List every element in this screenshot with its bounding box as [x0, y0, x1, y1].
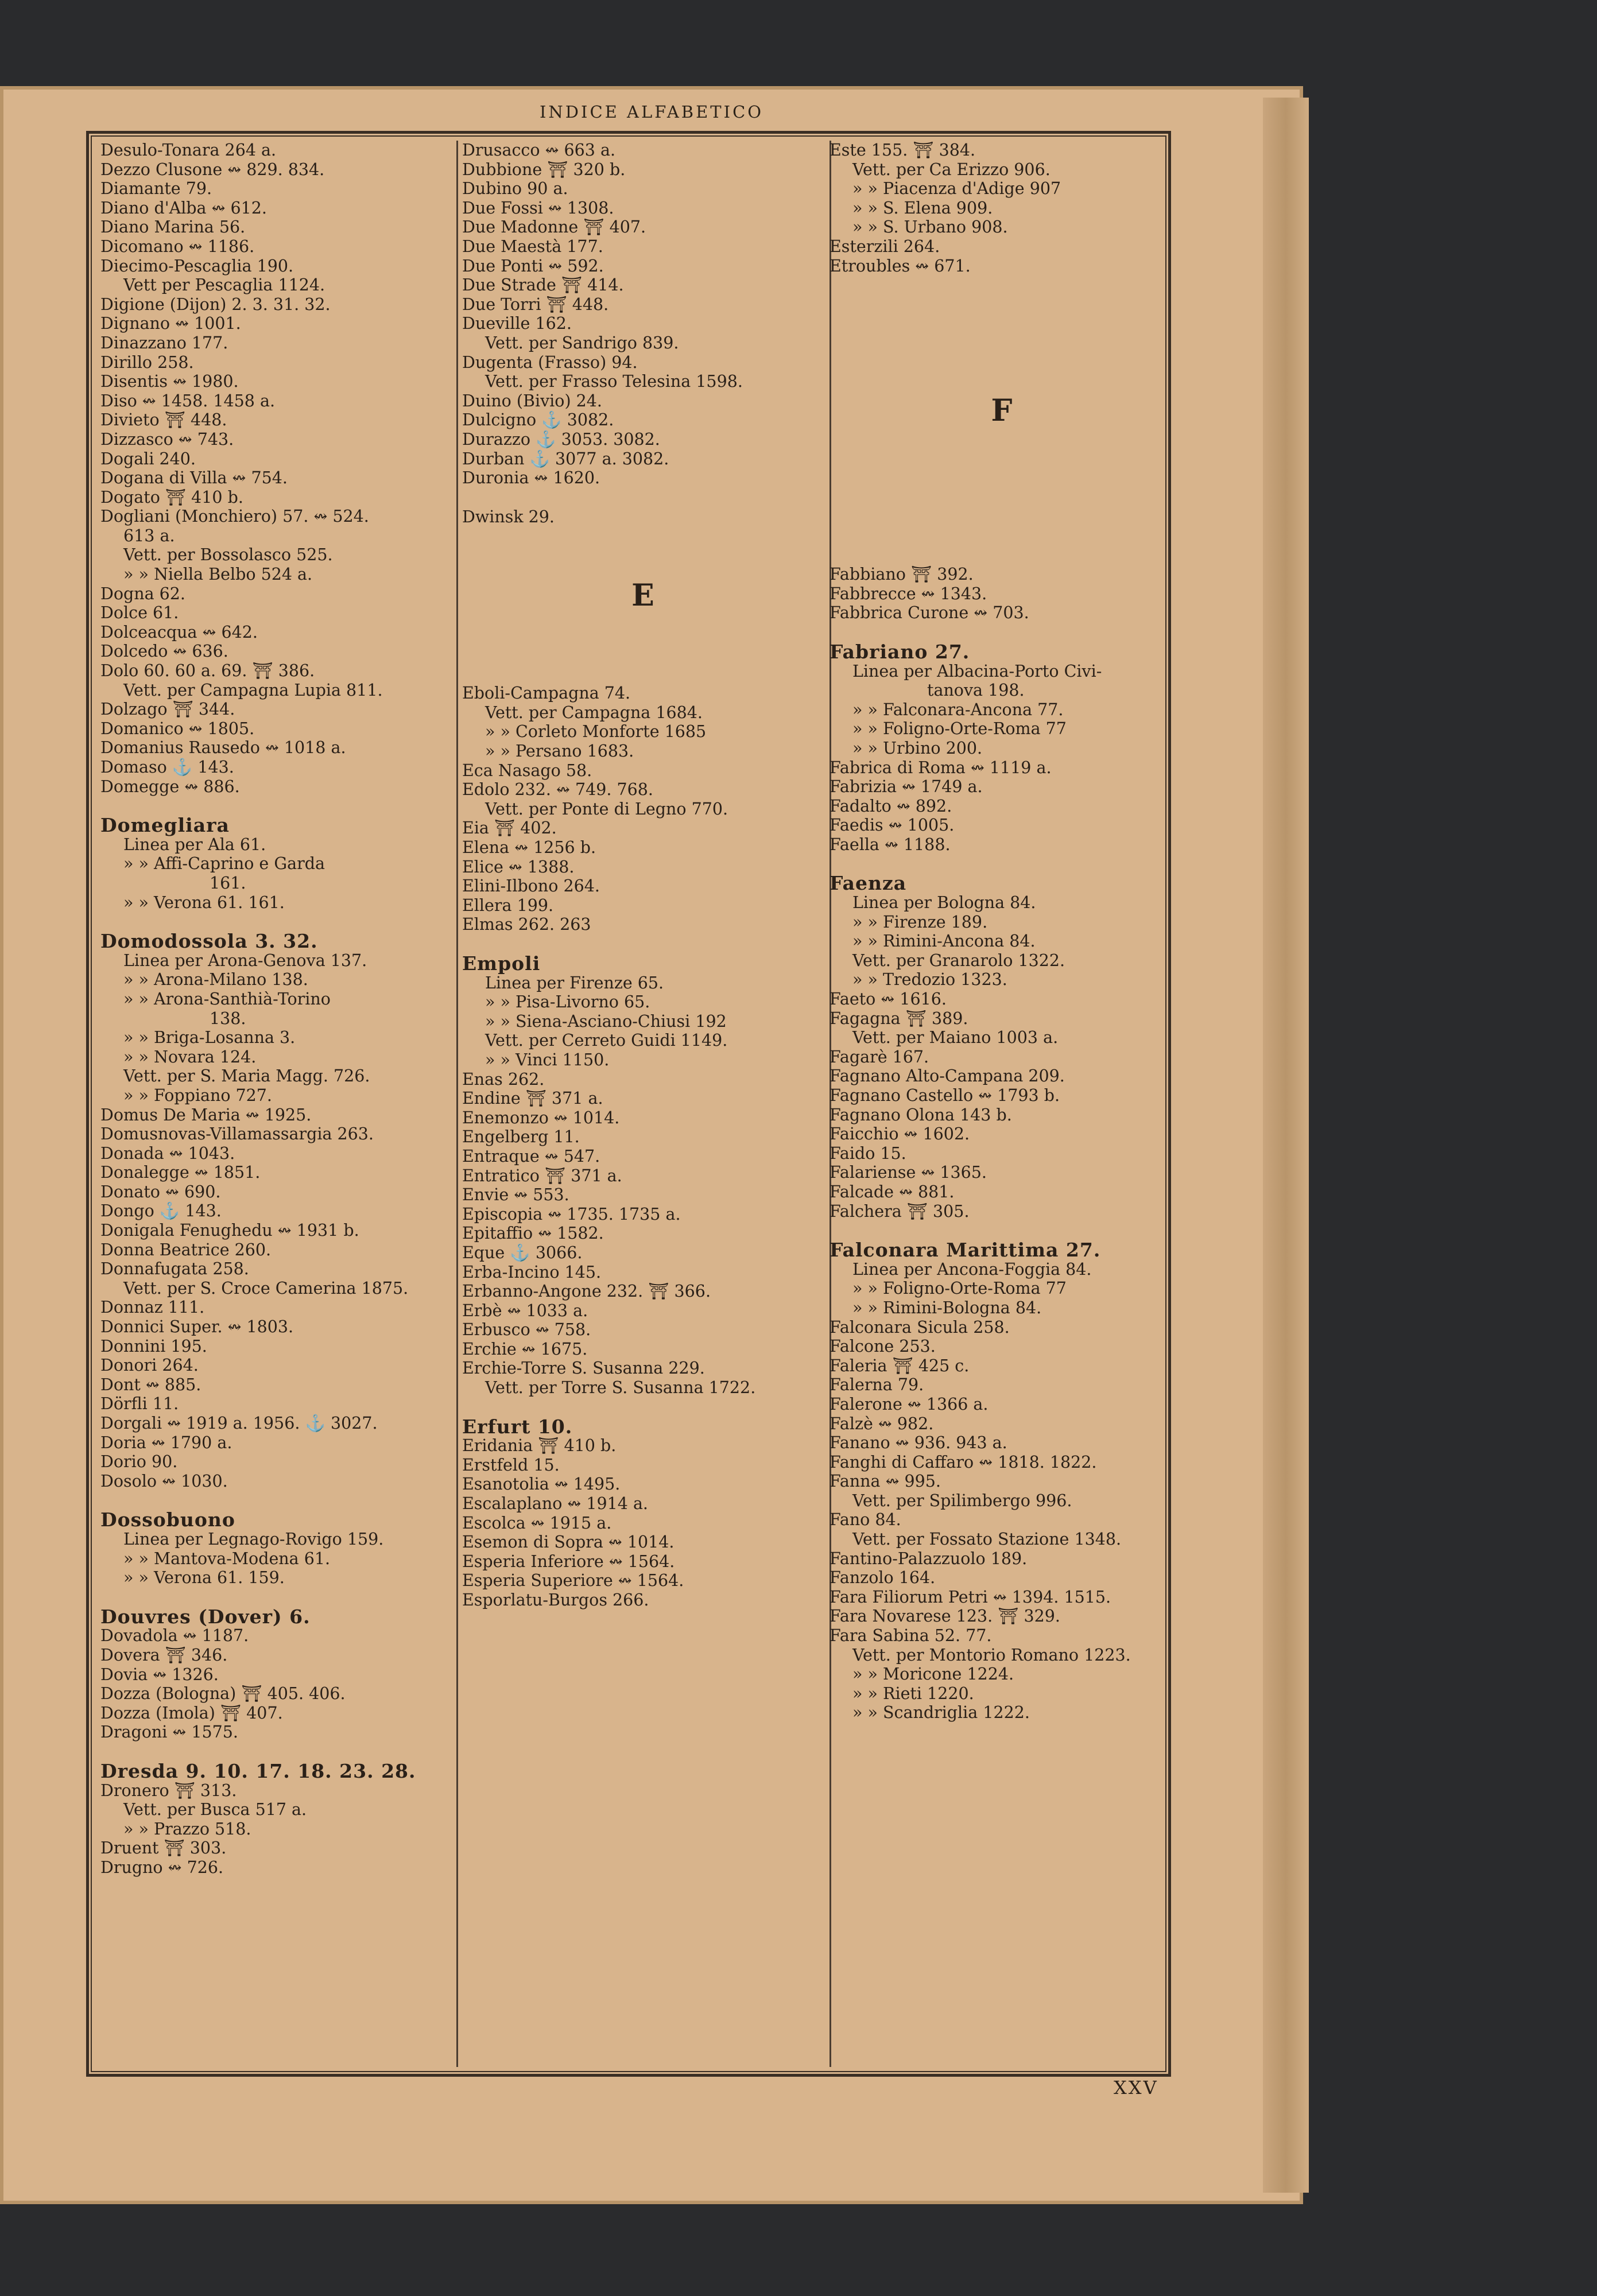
index-entry: Faleria ⛩ 425 c.	[829, 1356, 970, 1375]
index-entry: » » Vinci 1150.	[485, 1050, 610, 1069]
index-entry: Domanius Rausedo ↭ 1018 a.	[100, 738, 346, 758]
index-entry: Esemon di Sopra ↭ 1014.	[462, 1533, 675, 1552]
index-entry: » » Arona-Milano 138.	[123, 970, 308, 990]
index-entry: Enemonzo ↭ 1014.	[462, 1108, 620, 1127]
index-entry: Diamante 79.	[100, 179, 212, 199]
index-entry: Druent ⛩ 303.	[100, 1839, 227, 1858]
index-entry: Dogliani (Monchiero) 57. ↭ 524.	[100, 507, 369, 526]
spacer	[829, 1221, 1174, 1240]
index-entry: Etroubles ↭ 671.	[829, 256, 971, 276]
index-entry: Dueville 162.	[462, 314, 572, 333]
index-entry: Fabrizia ↭ 1749 a.	[829, 777, 983, 797]
index-entry: Vett. per Ponte di Legno 770.	[485, 799, 728, 819]
index-entry: Elmas 262. 263	[462, 915, 591, 934]
index-entry: Dronero ⛩ 313.	[100, 1781, 237, 1800]
index-entry: Dugenta (Frasso) 94.	[462, 352, 638, 372]
index-entry: Fabbrica Curone ↭ 703.	[829, 603, 1029, 623]
index-entry: Dizzasco ↭ 743.	[100, 429, 234, 449]
index-entry: Dicomano ↭ 1186.	[100, 236, 255, 256]
index-entry: Diso ↭ 1458. 1458 a.	[100, 391, 276, 410]
index-entry: Vett. per Torre S. Susanna 1722.	[485, 1378, 756, 1398]
index-entry: Vett. per Sandrigo 839.	[485, 333, 679, 352]
index-entry: Doria ↭ 1790 a.	[100, 1433, 232, 1452]
index-entry: Dwinsk 29.	[462, 507, 555, 526]
index-entry: Dosolo ↭ 1030.	[100, 1471, 228, 1491]
section-letter: F	[991, 393, 1013, 428]
index-entry: Dignano ↭ 1001.	[100, 314, 241, 333]
index-entry: Epitaffio ↭ 1582.	[462, 1224, 604, 1243]
index-entry: Esporlatu-Burgos 266.	[462, 1591, 649, 1609]
index-entry: Faido 15.	[829, 1143, 906, 1163]
index-entry: Dezzo Clusone ↭ 829. 834.	[100, 160, 325, 179]
index-heading: Falconara Marittima 27.	[829, 1239, 1101, 1262]
index-entry: Linea per Ancona-Foggia 84.	[852, 1259, 1092, 1279]
index-entry: 138.	[210, 1009, 246, 1028]
index-entry: » » Scandriglia 1222.	[852, 1703, 1030, 1723]
index-entry: Divieto ⛩ 448.	[100, 410, 227, 430]
index-entry: » » S. Elena 909.	[852, 198, 993, 218]
index-entry: » » Corleto Monforte 1685	[485, 722, 707, 742]
index-entry: Falariense ↭ 1365.	[829, 1163, 987, 1182]
index-entry: » » Falconara-Ancona 77.	[852, 700, 1064, 719]
index-entry: Falerone ↭ 1366 a.	[829, 1394, 989, 1414]
index-entry: Donnini 195.	[100, 1336, 207, 1356]
index-heading: Douvres (Dover) 6.	[100, 1605, 311, 1628]
index-entry: Dogali 240.	[100, 449, 196, 468]
index-entry: Dozza (Imola) ⛩ 407.	[100, 1703, 283, 1723]
index-entry: Due Torri ⛩ 448.	[462, 294, 609, 314]
index-column-1	[89, 141, 458, 2067]
index-entry: Dont ↭ 885.	[100, 1375, 201, 1394]
index-entry: » » Verona 61. 159.	[123, 1568, 285, 1588]
index-entry: Dozza (Bologna) ⛩ 405. 406.	[100, 1684, 346, 1704]
index-entry: Fadalto ↭ 892.	[829, 796, 952, 816]
index-entry: Dolceacqua ↭ 642.	[100, 622, 258, 642]
index-entry: Vett. per Busca 517 a.	[123, 1800, 307, 1820]
index-entry: Fara Sabina 52. 77.	[829, 1626, 992, 1646]
index-entry: Envie ↭ 553.	[462, 1185, 569, 1205]
index-entry: » » Siena-Asciano-Chiusi 192	[485, 1011, 727, 1031]
index-entry: Desulo-Tonara 264 a.	[100, 141, 277, 160]
index-entry: Fantino-Palazzuolo 189.	[829, 1549, 1028, 1568]
spacer	[829, 545, 1174, 565]
index-entry: » » Urbino 200.	[852, 738, 983, 758]
index-entry: » » Rieti 1220.	[852, 1684, 974, 1703]
spacer	[100, 796, 451, 816]
index-entry: Vett. per Fossato Stazione 1348.	[852, 1530, 1122, 1549]
index-entry: Donnafugata 258.	[100, 1259, 249, 1279]
index-entry: Fanna ↭ 995.	[829, 1472, 941, 1491]
index-entry: Fagnano Alto-Campana 209.	[829, 1066, 1065, 1086]
index-entry: » » Rimini-Ancona 84.	[852, 932, 1036, 951]
index-entry: Donalegge ↭ 1851.	[100, 1163, 261, 1182]
index-entry: Dorio 90.	[100, 1452, 178, 1472]
index-entry: Eque ⚓ 3066.	[462, 1243, 583, 1262]
index-heading: Dossobuono	[100, 1508, 235, 1531]
index-entry: Drugno ↭ 726.	[100, 1857, 224, 1877]
index-entry: » » Verona 61. 161.	[123, 893, 285, 912]
index-entry: Fabbiano ⛩ 392.	[829, 565, 974, 584]
index-entry: Falzè ↭ 982.	[829, 1414, 934, 1433]
index-entry: tanova 198.	[927, 681, 1025, 700]
index-entry: » » Mantova-Modena 61.	[123, 1549, 331, 1568]
index-entry: Escolca ↭ 1915 a.	[462, 1513, 612, 1533]
index-entry: Engelberg 11.	[462, 1127, 580, 1147]
spacer	[462, 488, 824, 507]
index-entry: Eca Nasago 58.	[462, 761, 592, 780]
index-entry: Vett. per Spilimbergo 996.	[852, 1491, 1072, 1510]
index-entry: Due Maestà 177.	[462, 236, 603, 256]
index-entry: Edolo 232. ↭ 749. 768.	[462, 780, 653, 800]
index-entry: Donigala Fenughedu ↭ 1931 b.	[100, 1221, 359, 1240]
index-entry: Diano Marina 56.	[100, 218, 246, 237]
index-entry: Dogana di Villa ↭ 754.	[100, 468, 288, 488]
index-entry: Dolzago ⛩ 344.	[100, 700, 235, 719]
index-entry: Digione (Dijon) 2. 3. 31. 32.	[100, 294, 331, 314]
index-entry: Dubino 90 a.	[462, 179, 568, 199]
index-entry: Vett. per Campagna 1684.	[485, 703, 703, 722]
index-entry: Duino (Bivio) 24.	[462, 391, 602, 410]
index-entry: Vett. per Frasso Telesina 1598.	[485, 372, 743, 391]
index-entry: Falerna 79.	[829, 1375, 924, 1395]
index-entry: Erbè ↭ 1033 a.	[462, 1301, 588, 1320]
index-entry: Enas 262.	[462, 1069, 545, 1089]
spacer	[462, 934, 824, 954]
index-entry: Endine ⛩ 371 a.	[462, 1089, 603, 1108]
index-entry: » » Prazzo 518.	[123, 1819, 251, 1839]
index-entry: Fagnano Castello ↭ 1793 b.	[829, 1086, 1060, 1105]
index-heading: Domodossola 3. 32.	[100, 930, 318, 953]
index-entry: Vett. per Maiano 1003 a.	[852, 1028, 1059, 1048]
index-entry: Eridania ⛩ 410 b.	[462, 1436, 617, 1456]
index-entry: Fanano ↭ 936. 943 a.	[829, 1433, 1007, 1453]
index-entry: Fanghi di Caffaro ↭ 1818. 1822.	[829, 1452, 1097, 1472]
spacer	[829, 854, 1174, 874]
index-entry: Diano d'Alba ↭ 612.	[100, 198, 267, 218]
index-heading: Faenza	[829, 872, 907, 895]
index-entry: Disentis ↭ 1980.	[100, 372, 239, 391]
index-entry: Vett per Pescaglia 1124.	[123, 276, 325, 295]
index-entry: Vett. per Montorio Romano 1223.	[852, 1645, 1131, 1665]
page-edge	[1263, 98, 1309, 2193]
index-entry: Esterzili 264.	[829, 236, 940, 256]
index-entry: Falcade ↭ 881.	[829, 1182, 955, 1201]
index-entry: Dovera ⛩ 346.	[100, 1645, 228, 1665]
index-entry: Dolce 61.	[100, 603, 179, 623]
index-entry: Dulcigno ⚓ 3082.	[462, 410, 614, 430]
index-entry: Linea per Bologna 84.	[852, 893, 1036, 913]
index-entry: Episcopia ↭ 1735. 1735 a.	[462, 1204, 681, 1224]
index-entry: » » Niella Belbo 524 a.	[123, 565, 313, 584]
index-entry: Erstfeld 15.	[462, 1455, 560, 1475]
index-entry: » » Moricone 1224.	[852, 1665, 1014, 1684]
index-entry: Erba-Incino 145.	[462, 1262, 602, 1282]
index-entry: Elena ↭ 1256 b.	[462, 838, 596, 858]
index-entry: Ellera 199.	[462, 895, 554, 915]
index-entry: Due Fossi ↭ 1308.	[462, 198, 614, 218]
index-entry: Falconara Sicula 258.	[829, 1317, 1010, 1337]
index-entry: Eboli-Campagna 74.	[462, 684, 631, 703]
index-heading: Erfurt 10.	[462, 1415, 573, 1438]
index-entry: » » Persano 1683.	[485, 742, 634, 761]
page-number: XXV	[1114, 2077, 1158, 2099]
index-entry: Donori 264.	[100, 1356, 199, 1375]
index-entry: Diecimo-Pescaglia 190.	[100, 256, 294, 276]
index-entry: Dovadola ↭ 1187.	[100, 1626, 249, 1646]
index-entry: 613 a.	[123, 526, 175, 545]
index-entry: Falcone 253.	[829, 1337, 936, 1356]
index-entry: Duronia ↭ 1620.	[462, 468, 600, 488]
index-entry: Este 155. ⛩ 384.	[829, 141, 976, 160]
index-column-2	[451, 141, 831, 2067]
index-entry: » » Briga-Losanna 3.	[123, 1028, 296, 1048]
spacer	[462, 1398, 824, 1417]
index-entry: 161.	[210, 873, 246, 893]
index-entry: Vett. per Ca Erizzo 906.	[852, 160, 1051, 179]
index-entry: Elini-Ilbono 264.	[462, 876, 600, 896]
index-entry: Vett. per Cerreto Guidi 1149.	[485, 1031, 728, 1050]
index-entry: » » Piacenza d'Adige 907	[852, 179, 1061, 199]
index-entry: Domusnovas-Villamassargia 263.	[100, 1124, 374, 1144]
index-entry: Faella ↭ 1188.	[829, 835, 951, 854]
index-entry: Entratico ⛩ 371 a.	[462, 1166, 622, 1185]
spacer	[100, 1742, 451, 1762]
index-entry: » » S. Urbano 908.	[852, 218, 1008, 237]
index-entry: » » Firenze 189.	[852, 912, 988, 932]
index-entry: Domanico ↭ 1805.	[100, 719, 255, 738]
index-entry: Entraque ↭ 547.	[462, 1146, 600, 1166]
index-entry: Esperia Inferiore ↭ 1564.	[462, 1552, 675, 1571]
index-entry: Vett. per Granarolo 1322.	[852, 951, 1065, 970]
index-entry: » » Rimini-Bologna 84.	[852, 1298, 1042, 1317]
index-entry: Dogato ⛩ 410 b.	[100, 487, 243, 507]
index-entry: Linea per Legnago-Rovigo 159.	[123, 1529, 384, 1549]
index-entry: Erchie-Torre S. Susanna 229.	[462, 1359, 705, 1378]
index-entry: Domegge ↭ 886.	[100, 777, 240, 796]
index-entry: Vett. per S. Croce Camerina 1875.	[123, 1278, 409, 1298]
index-entry: Eia ⛩ 402.	[462, 819, 557, 838]
index-entry: Domus De Maria ↭ 1925.	[100, 1105, 312, 1124]
index-entry: Donna Beatrice 260.	[100, 1240, 272, 1259]
index-entry: Linea per Arona-Genova 137.	[123, 951, 367, 970]
index-entry: Esanotolia ↭ 1495.	[462, 1475, 621, 1494]
index-entry: Dogna 62.	[100, 584, 185, 603]
index-entry: Donato ↭ 690.	[100, 1182, 221, 1201]
index-heading: Fabriano 27.	[829, 640, 970, 663]
index-entry: » » Arona-Santhià-Torino	[123, 989, 331, 1009]
index-column-3	[818, 141, 1180, 2067]
index-entry: Vett. per Bossolasco 525.	[123, 545, 333, 565]
index-entry: » » Affi-Caprino e Garda	[123, 854, 325, 874]
index-entry: Fara Filiorum Petri ↭ 1394. 1515.	[829, 1587, 1111, 1607]
index-heading: Domegliara	[100, 814, 230, 837]
spacer	[829, 623, 1174, 642]
spacer	[100, 1491, 451, 1510]
index-entry: Faeto ↭ 1616.	[829, 990, 947, 1009]
index-entry: Linea per Albacina-Porto Civi-	[852, 661, 1102, 681]
index-entry: Dovia ↭ 1326.	[100, 1665, 219, 1684]
index-entry: Dolcedo ↭ 636.	[100, 642, 228, 661]
index-heading: Empoli	[462, 952, 541, 975]
index-entry: Donada ↭ 1043.	[100, 1143, 235, 1163]
index-entry: Dragoni ↭ 1575.	[100, 1723, 238, 1742]
index-entry: Donnici Super. ↭ 1803.	[100, 1317, 294, 1337]
index-entry: Fabbrecce ↭ 1343.	[829, 584, 987, 603]
index-entry: Fabrica di Roma ↭ 1119 a.	[829, 758, 1052, 777]
index-entry: Dolo 60. 60 a. 69. ⛩ 386.	[100, 661, 315, 681]
index-entry: Escalaplano ↭ 1914 a.	[462, 1494, 648, 1514]
index-entry: Elice ↭ 1388.	[462, 857, 575, 876]
page-header: INDICE ALFABETICO	[539, 102, 764, 122]
index-entry: Faicchio ↭ 1602.	[829, 1124, 970, 1144]
index-entry: Dörfli 11.	[100, 1394, 179, 1414]
index-entry: Due Ponti ↭ 592.	[462, 256, 604, 276]
index-entry: Due Strade ⛩ 414.	[462, 276, 624, 295]
spacer	[100, 912, 451, 932]
index-entry: Erchie ↭ 1675.	[462, 1339, 588, 1359]
index-entry: Erbanno-Angone 232. ⛩ 366.	[462, 1282, 711, 1301]
index-entry: Fagagna ⛩ 389.	[829, 1009, 968, 1028]
index-entry: » » Foligno-Orte-Roma 77	[852, 1279, 1067, 1298]
index-entry: Linea per Firenze 65.	[485, 973, 664, 992]
index-entry: » » Novara 124.	[123, 1047, 257, 1066]
index-entry: Erbusco ↭ 758.	[462, 1320, 591, 1340]
index-frame	[86, 131, 1171, 2077]
index-entry: Dinazzano 177.	[100, 333, 228, 352]
index-entry: Vett. per S. Maria Magg. 726.	[123, 1066, 370, 1086]
index-entry: Fagnano Olona 143 b.	[829, 1105, 1012, 1124]
index-heading: Dresda 9. 10. 17. 18. 23. 28.	[100, 1759, 416, 1782]
index-entry: Linea per Ala 61.	[123, 835, 266, 854]
index-entry: Fano 84.	[829, 1510, 901, 1530]
index-entry: » » Foppiano 727.	[123, 1085, 272, 1105]
index-entry: Faedis ↭ 1005.	[829, 816, 955, 835]
spacer	[100, 1588, 451, 1607]
index-entry: Esperia Superiore ↭ 1564.	[462, 1571, 684, 1591]
index-entry: » » Tredozio 1323.	[852, 970, 1007, 990]
index-entry: Fanzolo 164.	[829, 1568, 936, 1588]
index-entry: Due Madonne ⛩ 407.	[462, 218, 646, 237]
index-entry: Fara Novarese 123. ⛩ 329.	[829, 1607, 1060, 1626]
index-entry: Dirillo 258.	[100, 352, 194, 372]
index-entry: Durban ⚓ 3077 a. 3082.	[462, 449, 669, 468]
index-entry: Dorgali ↭ 1919 a. 1956. ⚓ 3027.	[100, 1414, 378, 1433]
index-entry: » » Pisa-Livorno 65.	[485, 992, 650, 1012]
index-entry: Fagarè 167.	[829, 1047, 929, 1066]
spacer	[462, 664, 824, 684]
index-entry: Falchera ⛩ 305.	[829, 1201, 970, 1221]
index-entry: Durazzo ⚓ 3053. 3082.	[462, 429, 660, 449]
section-letter: E	[631, 577, 654, 613]
index-entry: Donnaz 111.	[100, 1298, 205, 1317]
index-entry: Domaso ⚓ 143.	[100, 758, 234, 777]
index-entry: Dongo ⚓ 143.	[100, 1201, 222, 1221]
index-entry: Drusacco ↭ 663 a.	[462, 141, 616, 160]
index-entry: Dubbione ⛩ 320 b.	[462, 160, 626, 179]
index-entry: » » Foligno-Orte-Roma 77	[852, 719, 1067, 739]
index-entry: Vett. per Campagna Lupia 811.	[123, 680, 383, 700]
